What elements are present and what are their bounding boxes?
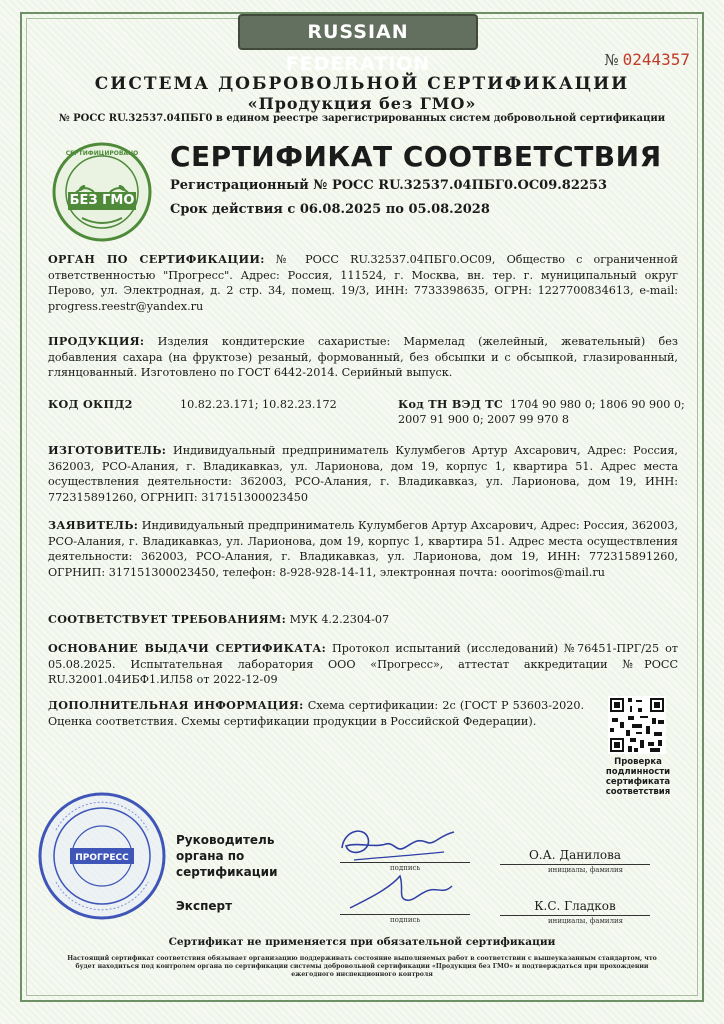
expert-label: Эксперт [176,899,233,913]
certificate-title: СЕРТИФИКАТ СООТВЕТСТВИЯ [170,140,662,173]
certificate-serial [604,50,690,69]
product-label: ПРОДУКЦИЯ: [48,334,145,348]
seal-center-text: БЕЗ ГМО [69,193,135,208]
head-name-line [500,864,650,865]
tnved-line-2: 2007 91 900 0; 2007 99 970 8 [398,413,570,426]
head-signature-line [340,862,470,863]
head-name: О.А. Данилова [528,848,622,862]
validity-period: Срок действия с 06.08.2025 по 05.08.2028 [170,202,490,217]
product-text: Изделия кондитерские сахаристые: Мармелад (желейный, жевательный) без добавления сахара (на фруктозе) резаный, формованный, без обсыпки и с обсыпкой, глазированный, глянцованный. Изготовлено по ГОСТ 6442-2014. Серийный выпуск. [48,335,678,379]
organ-text: № РОСС RU.32537.04ПБГ0.ОС09, Общество с ограниченной ответственностью "Прогресс". Адрес: Россия, 111524, г. Москва, вн. тер. г. муниципальный округ Перово, ул. Электродная, д. 2 стр. 34, помещ. 19/3, ИНН: 7733398635, ОГРН: 1227700834613, e-mail: progress.reestr@yandex.ru [48,253,678,313]
okpd-label: КОД ОКПД2 [48,397,133,411]
manufacturer-text: Индивидуальный предприниматель Кулумбегов Артур Ахсарович, Адрес: Россия, 362003, РСО-Алания, г. Владикавказ, ул. Ларионова, дом 19, корпус 1, квартира 51. Адрес места осуществления деятельности: 362003, РСО-Алания, г. Владикавказ, ул. Ларионова, дом 19, ИНН: 772315891260, ОГРНИП: 317151300023450 [48,444,678,504]
basis-text: Протокол испытаний (исследований) №76451-ПРГ/25 от 05.08.2025. Испытательная лаборатория ООО «Прогресс», аттестат аккредитации №РОСС RU.32001.04ИБФ1.ИЛ58 от 2022-12-09 [48,642,678,686]
tnved-line-1: 1704 90 980 0; 1806 90 900 0; [510,398,685,411]
basis-label: ОСНОВАНИЕ ВЫДАЧИ СЕРТИФИКАТА: [48,641,327,655]
seal-top-text: СЕРТИФИЦИРОВАНО [65,150,139,157]
applicant-text: Индивидуальный предприниматель Кулумбегов Артур Ахсарович, Адрес: Россия, 362003, РСО-Алания, г. Владикавказ, ул. Ларионова, дом 19, корпус 1, квартира 51. Адрес места осуществления деятельности: 362003, РСО-Алания, г. Владикавказ, ул. Ларионова, дом 19, ИНН: 772315891260, ОГРНИП: 317151300023450, телефон: 8-928-928-14-11, электронная почта: ooorimos@mail.ru [48,519,679,579]
basis-section [48,641,678,688]
additional-label: ДОПОЛНИТЕЛЬНАЯ ИНФОРМАЦИЯ: [48,698,304,712]
expert-name-line [500,915,650,916]
country-banner: RUSSIAN FEDERATION [238,14,478,50]
applicant-section [48,518,678,580]
stamp-center-text: ПРОГРЕСС [75,853,129,863]
additional-text: Схема сертификации: 2с (ГОСТ Р 53603-2020. Оценка соответствия. Схемы сертификации продукции в Российской Федерации). [48,699,584,728]
serial-prefix: № [604,51,619,69]
system-registry: № РОСС RU.32537.04ПБГ0 в едином реестре зарегистрированных систем добровольной сертификации [58,113,666,124]
tnved-label: Код ТН ВЭД ТС [398,397,504,411]
organ-section [48,252,678,314]
manufacturer-section [48,443,678,505]
expert-name: К.С. Гладков [534,899,616,913]
expert-signature-line [340,914,470,915]
requirements-text: МУК 4.2.2304-07 [289,613,390,626]
expert-signature-caption: подпись [390,916,421,924]
head-signature-icon [334,818,464,868]
additional-section [48,698,584,729]
footnote: Настоящий сертификат соответствия обязывает организацию поддерживать состояние выполняемых работ в соответствии с вышеуказанным стандартом, что будет находиться под контролем органа по сертификации системы добровольной сертификации «Продукция без ГМО» и подтверждаться при прохождении ежегодного инспекционного контроля [67,955,657,978]
requirements-label: СООТВЕТСТВУЕТ ТРЕБОВАНИЯМ: [48,612,286,626]
expert-signature-icon [340,868,460,918]
requirements-section [48,612,678,628]
serial-number: 0244357 [622,50,690,69]
qr-caption: Проверка подлинности сертификата соответствия [605,757,671,797]
head-signature-caption: подпись [390,864,421,872]
head-label: Руководитель органа по сертификации [176,833,278,879]
okpd-value: 10.82.23.171; 10.82.23.172 [180,398,337,411]
system-subtitle: «Продукция без ГМО» [247,94,477,113]
system-title: СИСТЕМА ДОБРОВОЛЬНОЙ СЕРТИФИКАЦИИ [94,74,630,94]
applicant-label: ЗАЯВИТЕЛЬ: [48,518,139,532]
not-required-note: Сертификат не применяется при обязательной сертификации [168,936,556,948]
head-name-caption: инициалы, фамилия [548,866,624,874]
manufacturer-label: ИЗГОТОВИТЕЛЬ: [48,443,167,457]
registration-number: Регистрационный № РОСС RU.32537.04ПБГ0.ОС09.82253 [170,178,608,193]
qr-code-icon[interactable] [608,696,666,754]
organ-label: ОРГАН ПО СЕРТИФИКАЦИИ: [48,252,265,266]
product-section [48,334,678,381]
expert-name-caption: инициалы, фамилия [548,917,624,925]
